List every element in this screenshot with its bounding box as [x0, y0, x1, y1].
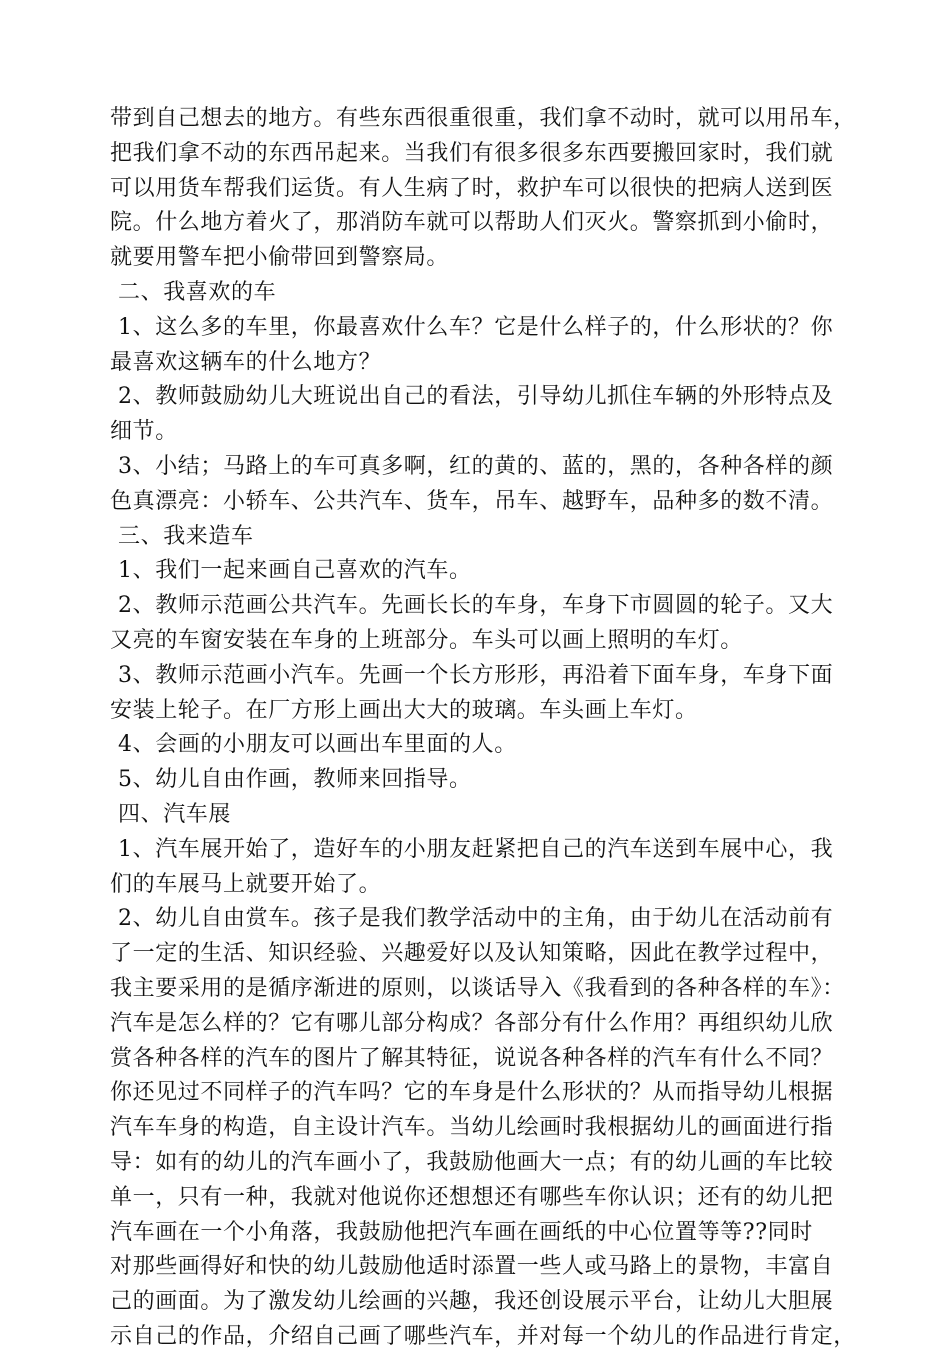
text-line: 汽车画在一个小角落，我鼓励他把汽车画在画纸的中心位置等等??同时 — [110, 1219, 813, 1245]
text-line: 院。什么地方着火了，那消防车就可以帮助人们灭火。警察抓到小偷时， — [110, 210, 834, 236]
list-item: 1、这么多的车里，你最喜欢什么车？它是什么样子的，什么形状的？你 — [118, 314, 834, 340]
text-line: 细节。 — [110, 419, 178, 445]
list-item: 5、幼儿自由作画，教师来回指导。 — [118, 767, 472, 793]
text-line: 最喜欢这辆车的什么地方？ — [110, 349, 382, 375]
text-line: 汽车车身的构造，自主设计汽车。当幼儿绘画时我根据幼儿的画面进行指 — [110, 1115, 834, 1141]
text-line: 你还见过不同样子的汽车吗？它的车身是什么形状的？从而指导幼儿根据 — [110, 1080, 834, 1106]
text-line: 对那些画得好和快的幼儿鼓励他适时添置一些人或马路上的景物，丰富自 — [110, 1254, 834, 1280]
text-line: 可以用货车帮我们运货。有人生病了时，救护车可以很快的把病人送到医 — [110, 175, 834, 201]
text-line: 示自己的作品，介绍自己画了哪些汽车，并对每一个幼儿的作品进行肯定， — [110, 1323, 856, 1349]
text-line: 己的画面。为了激发幼儿绘画的兴趣，我还创设展示平台，让幼儿大胆展 — [110, 1289, 834, 1315]
list-item: 3、教师示范画小汽车。先画一个长方形形，再沿着下面车身，车身下面 — [118, 662, 834, 688]
text-line: 单一，只有一种，我就对他说你还想想还有哪些车你认识；还有的幼儿把 — [110, 1184, 834, 1210]
list-item: 2、幼儿自由赏车。孩子是我们教学活动中的主角，由于幼儿在活动前有 — [118, 906, 834, 932]
text-line: 安装上轮子。在厂方形上画出大大的玻璃。车头画上车灯。 — [110, 697, 698, 723]
text-line: 们的车展马上就要开始了。 — [110, 871, 382, 897]
text-line: 就要用警车把小偷带回到警察局。 — [110, 245, 450, 271]
text-line: 导：如有的幼儿的汽车画小了，我鼓励他画大一点；有的幼儿画的车比较 — [110, 1149, 834, 1175]
list-item: 4、会画的小朋友可以画出车里面的人。 — [118, 732, 517, 758]
text-line: 汽车是怎么样的？它有哪儿部分构成？各部分有什么作用？再组织幼儿欣 — [110, 1010, 834, 1036]
list-item: 1、我们一起来画自己喜欢的汽车。 — [118, 558, 472, 584]
list-item: 2、教师鼓励幼儿大班说出自己的看法，引导幼儿抓住车辆的外形特点及 — [118, 384, 834, 410]
text-line: 赏各种各样的汽车的图片了解其特征，说说各种各样的汽车有什么不同？ — [110, 1045, 834, 1071]
document-body — [110, 102, 870, 1355]
text-line: 我主要采用的是循序渐进的原则，以谈话导入《我看到的各种各样的车》： — [110, 975, 845, 1001]
section-heading-4: 四、汽车展 — [118, 801, 232, 827]
section-heading-2: 二、我喜欢的车 — [118, 279, 277, 305]
list-item: 2、教师示范画公共汽车。先画长长的车身，车身下市圆圆的轮子。又大 — [118, 593, 834, 619]
text-line: 又亮的车窗安装在车身的上班部分。车头可以画上照明的车灯。 — [110, 627, 743, 653]
text-line: 色真漂亮：小轿车、公共汽车、货车，吊车、越野车，品种多的数不清。 — [110, 488, 834, 514]
text-line: 带到自己想去的地方。有些东西很重很重，我们拿不动时，就可以用吊车， — [110, 106, 856, 131]
text-line: 了一定的生活、知识经验、兴趣爱好以及认知策略，因此在教学过程中， — [110, 941, 834, 967]
list-item: 1、汽车展开始了，造好车的小朋友赶紧把自己的汽车送到车展中心，我 — [118, 836, 834, 862]
list-item: 3、小结；马路上的车可真多啊，红的黄的、蓝的，黑的，各种各样的颜 — [118, 453, 834, 479]
section-heading-3: 三、我来造车 — [118, 523, 254, 549]
text-line: 把我们拿不动的东西吊起来。当我们有很多很多东西要搬回家时，我们就 — [110, 140, 834, 166]
